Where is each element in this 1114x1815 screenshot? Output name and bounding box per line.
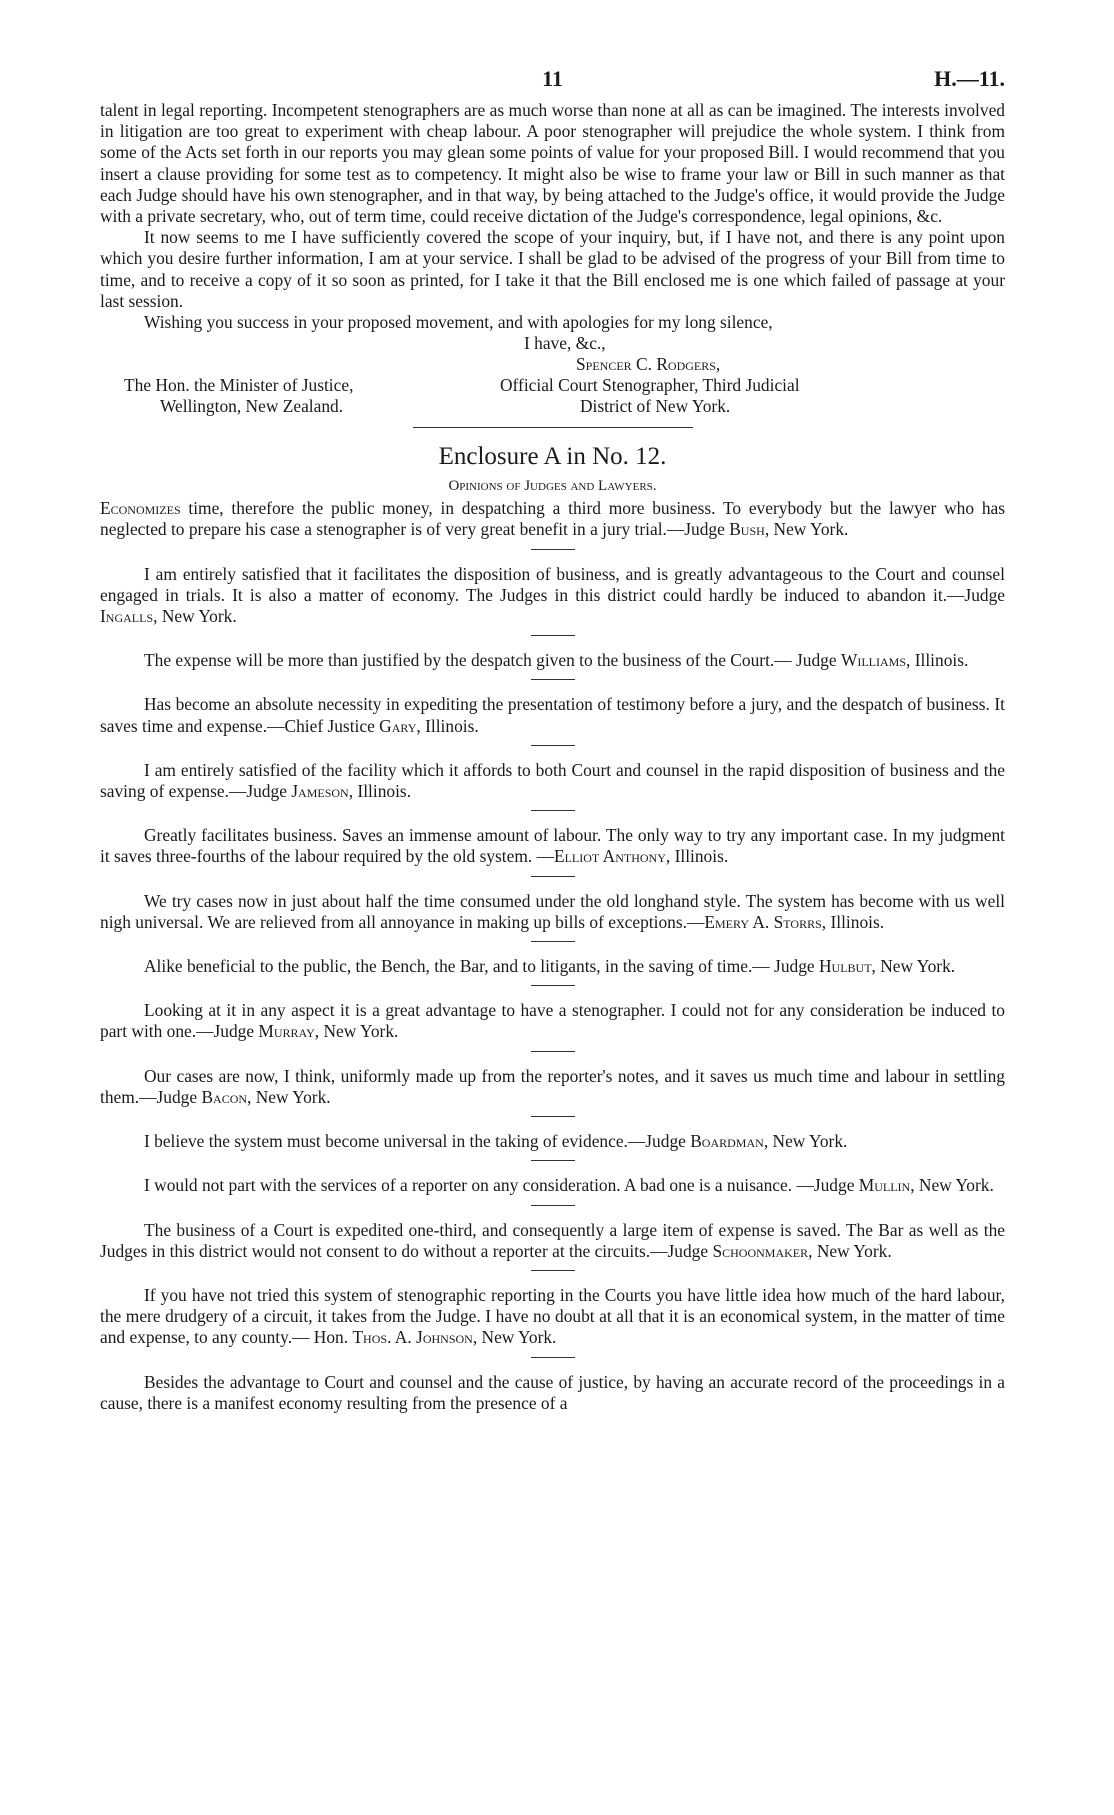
opinion-place: , New York. (472, 1327, 557, 1348)
opinion-text: The business of a Court is expedited one-third, and consequently a large item of expense is saved. The Bar as well as the Judges in this district would not consent to do without a reporter at the circuits.—Judge (100, 1219, 1005, 1261)
letter-paragraph: talent in legal reporting. Incompetent stenographers are as much worse than none at all as can be imagined. The interests involved in litigation are too great to experiment with cheap labour. A poor stenographer will prejudice the whole system. I think from some of the Acts set forth in our reports you may glean some points of value for your proposed Bill. I would recommend that you insert a clause providing for some test as to competency. It might also be wise to frame your law or Bill in such manner as that each Judge should have his own stenographer, and in that way, by being attached to the Judge's office, it would provide the Judge with a private secretary, who, out of term time, could receive dictation of the Judge's correspondence, legal opinions, &c. (100, 100, 1005, 227)
opinion-place: , New York. (764, 519, 849, 540)
opinion-place: , New York. (314, 1021, 399, 1042)
opinion-author: Jameson (291, 781, 349, 802)
opinion-author: Ingalls (100, 606, 154, 627)
addressee-line: The Hon. the Minister of Justice, (124, 375, 354, 396)
opinion-author: Hulbut (818, 956, 872, 977)
opinion-place: , New York. (910, 1175, 994, 1196)
opinion-paragraph (100, 1131, 1005, 1152)
opinion-author: Williams (840, 650, 907, 671)
opinion-divider (531, 1357, 575, 1358)
opinion-author: Elliot Anthony (553, 846, 666, 867)
opinion-author: Murray (258, 1021, 315, 1042)
opinion-paragraph (100, 1000, 1005, 1042)
page-number: 11 (542, 66, 563, 91)
opinion-paragraph (100, 564, 1005, 628)
opinion-paragraph (100, 1220, 1005, 1262)
signer-district: District of New York. (580, 396, 731, 417)
opinion-author: Thos. A. Johnson (352, 1327, 473, 1348)
signer-title: Official Court Stenographer, Third Judicial (500, 375, 800, 396)
opinion-place: , Illinois. (416, 715, 479, 736)
opinion-text: The expense will be more than justified by the despatch given to the business of the Court.— Judge (144, 650, 841, 671)
document-page (100, 66, 1005, 1414)
opinion-paragraph (100, 498, 1005, 540)
opinion-paragraph (100, 1175, 1005, 1196)
opinion-text: I would not part with the services of a reporter on any consideration. A bad one is a nuisance. —Judge (144, 1175, 859, 1196)
signer-name: Spencer C. Rodgers, (576, 354, 721, 375)
opinion-author: Bush (729, 519, 765, 540)
opinion-place: , New York. (763, 1131, 848, 1152)
enclosure-subtitle: Opinions of Judges and Lawyers. (448, 478, 657, 495)
opinion-paragraph (100, 825, 1005, 867)
opinion-text: Looking at it in any aspect it is a great advantage to have a stenographer. I could not for any consideration be induced to part with one.—Judge (100, 1000, 1005, 1042)
opinion-divider (531, 1160, 575, 1161)
opinion-place: , New York. (871, 956, 956, 977)
addressee-line: Wellington, New Zealand. (160, 396, 344, 417)
opinion-place: , Illinois. (906, 650, 969, 671)
opinion-author: Bacon (201, 1086, 248, 1107)
opinion-divider (531, 876, 575, 877)
opinion-divider (531, 1051, 575, 1052)
page-header (100, 66, 1005, 100)
opinion-text: I am entirely satisfied that it facilitates the disposition of business, and is greatly advantageous to the Court and counsel engaged in trials. It is also a matter of economy. The Judges in this district could hardly be induced to abandon it.—Judge (100, 563, 1005, 605)
opinion-author: Emery A. Storrs (704, 911, 822, 932)
opinion-divider (531, 1270, 575, 1271)
opinion-divider (531, 679, 575, 680)
opinion-place: , Illinois. (821, 911, 885, 932)
opinion-text: Our cases are now, I think, uniformly made up from the reporter's notes, and it saves us much time and labour in settling them.—Judge (100, 1065, 1005, 1107)
opinion-place: , Illinois. (348, 781, 412, 802)
opinion-lead-word: Economizes (100, 498, 181, 519)
opinion-text: We try cases now in just about half the time consumed under the old longhand style. The system has become with us well nigh universal. We are relieved from all annoyance in making up bills of exceptions.— (100, 890, 1005, 932)
opinion-divider (531, 745, 575, 746)
opinion-divider (531, 635, 575, 636)
document-reference: H.—11. (934, 66, 1005, 91)
opinion-author: Gary (379, 715, 417, 736)
opinion-author: Schoonmaker (712, 1240, 809, 1261)
opinion-divider (531, 810, 575, 811)
opinion-text: Greatly facilitates business. Saves an immense amount of labour. The only way to try any important case. In my judgment it saves three-fourths of the labour required by the old system. — (100, 825, 1005, 867)
opinion-text: I am entirely satisfied of the facility which it affords to both Court and counsel in the rapid disposition of business and the saving of expense.—Judge (100, 759, 1005, 802)
closing-salutation: I have, &c., (524, 333, 606, 354)
opinion-text: time, therefore the public money, in despatching a third more business. To everybody but the lawyer who has neglected to prepare his case a stenographer is of very great benefit in a jury trial.—Judge (100, 498, 1005, 540)
opinion-paragraph (100, 956, 1005, 977)
opinion-paragraph (100, 1285, 1005, 1349)
letter-paragraph: It now seems to me I have sufficiently covered the scope of your inquiry, but, if I have not, and there is any point upon which you desire further information, I am at your service. I shall be glad to be advised of the progress of your Bill from time to time, and to receive a copy of it so soon as printed, for I take it that the Bill enclosed me is one which failed of passage at your last session. (100, 227, 1005, 311)
opinion-divider (531, 941, 575, 942)
opinion-author: Boardman (690, 1131, 764, 1152)
opinion-text: Alike beneficial to the public, the Bench, the Bar, and to litigants, in the saving of time.— Judge (144, 956, 819, 977)
opinion-paragraph (100, 1066, 1005, 1108)
opinion-paragraph (100, 891, 1005, 933)
opinions-list (100, 498, 1005, 1357)
opinion-paragraph (100, 694, 1005, 736)
letter-closing (100, 333, 1005, 419)
opinion-divider (531, 1116, 575, 1117)
opinion-divider (531, 1205, 575, 1206)
opinion-author: Mullin (858, 1175, 911, 1196)
opinion-text: I believe the system must become universal in the taking of evidence.—Judge (144, 1131, 691, 1152)
section-divider (413, 427, 693, 428)
opinion-divider (531, 985, 575, 986)
opinion-text: If you have not tried this system of stenographic reporting in the Courts you have little idea how much of the hard labour, the mere drudgery of a circuit, it takes from the Judge. I have no doubt at all that it is an economical system, in the matter of time and expense, to any county.— Hon. (100, 1284, 1005, 1348)
enclosure-title: Enclosure A in No. 12. (438, 443, 667, 471)
opinion-place: , New York. (808, 1240, 892, 1261)
opinion-place: , New York. (153, 606, 237, 627)
opinion-place: , New York. (247, 1086, 331, 1107)
letter-paragraph: Wishing you success in your proposed movement, and with apologies for my long silence, (144, 312, 773, 333)
final-paragraph: Besides the advantage to Court and counsel and the cause of justice, by having an accurate record of the proceedings in a cause, there is a manifest economy resulting from the presence of a (100, 1371, 1005, 1413)
opinion-text: Has become an absolute necessity in expediting the presentation of testimony before a jury, and the despatch of business. It saves time and expense.—Chief Justice (100, 694, 1005, 736)
opinion-place: , Illinois. (665, 846, 729, 867)
opinion-paragraph (100, 650, 1005, 671)
opinion-divider (531, 549, 575, 550)
opinion-paragraph (100, 760, 1005, 802)
